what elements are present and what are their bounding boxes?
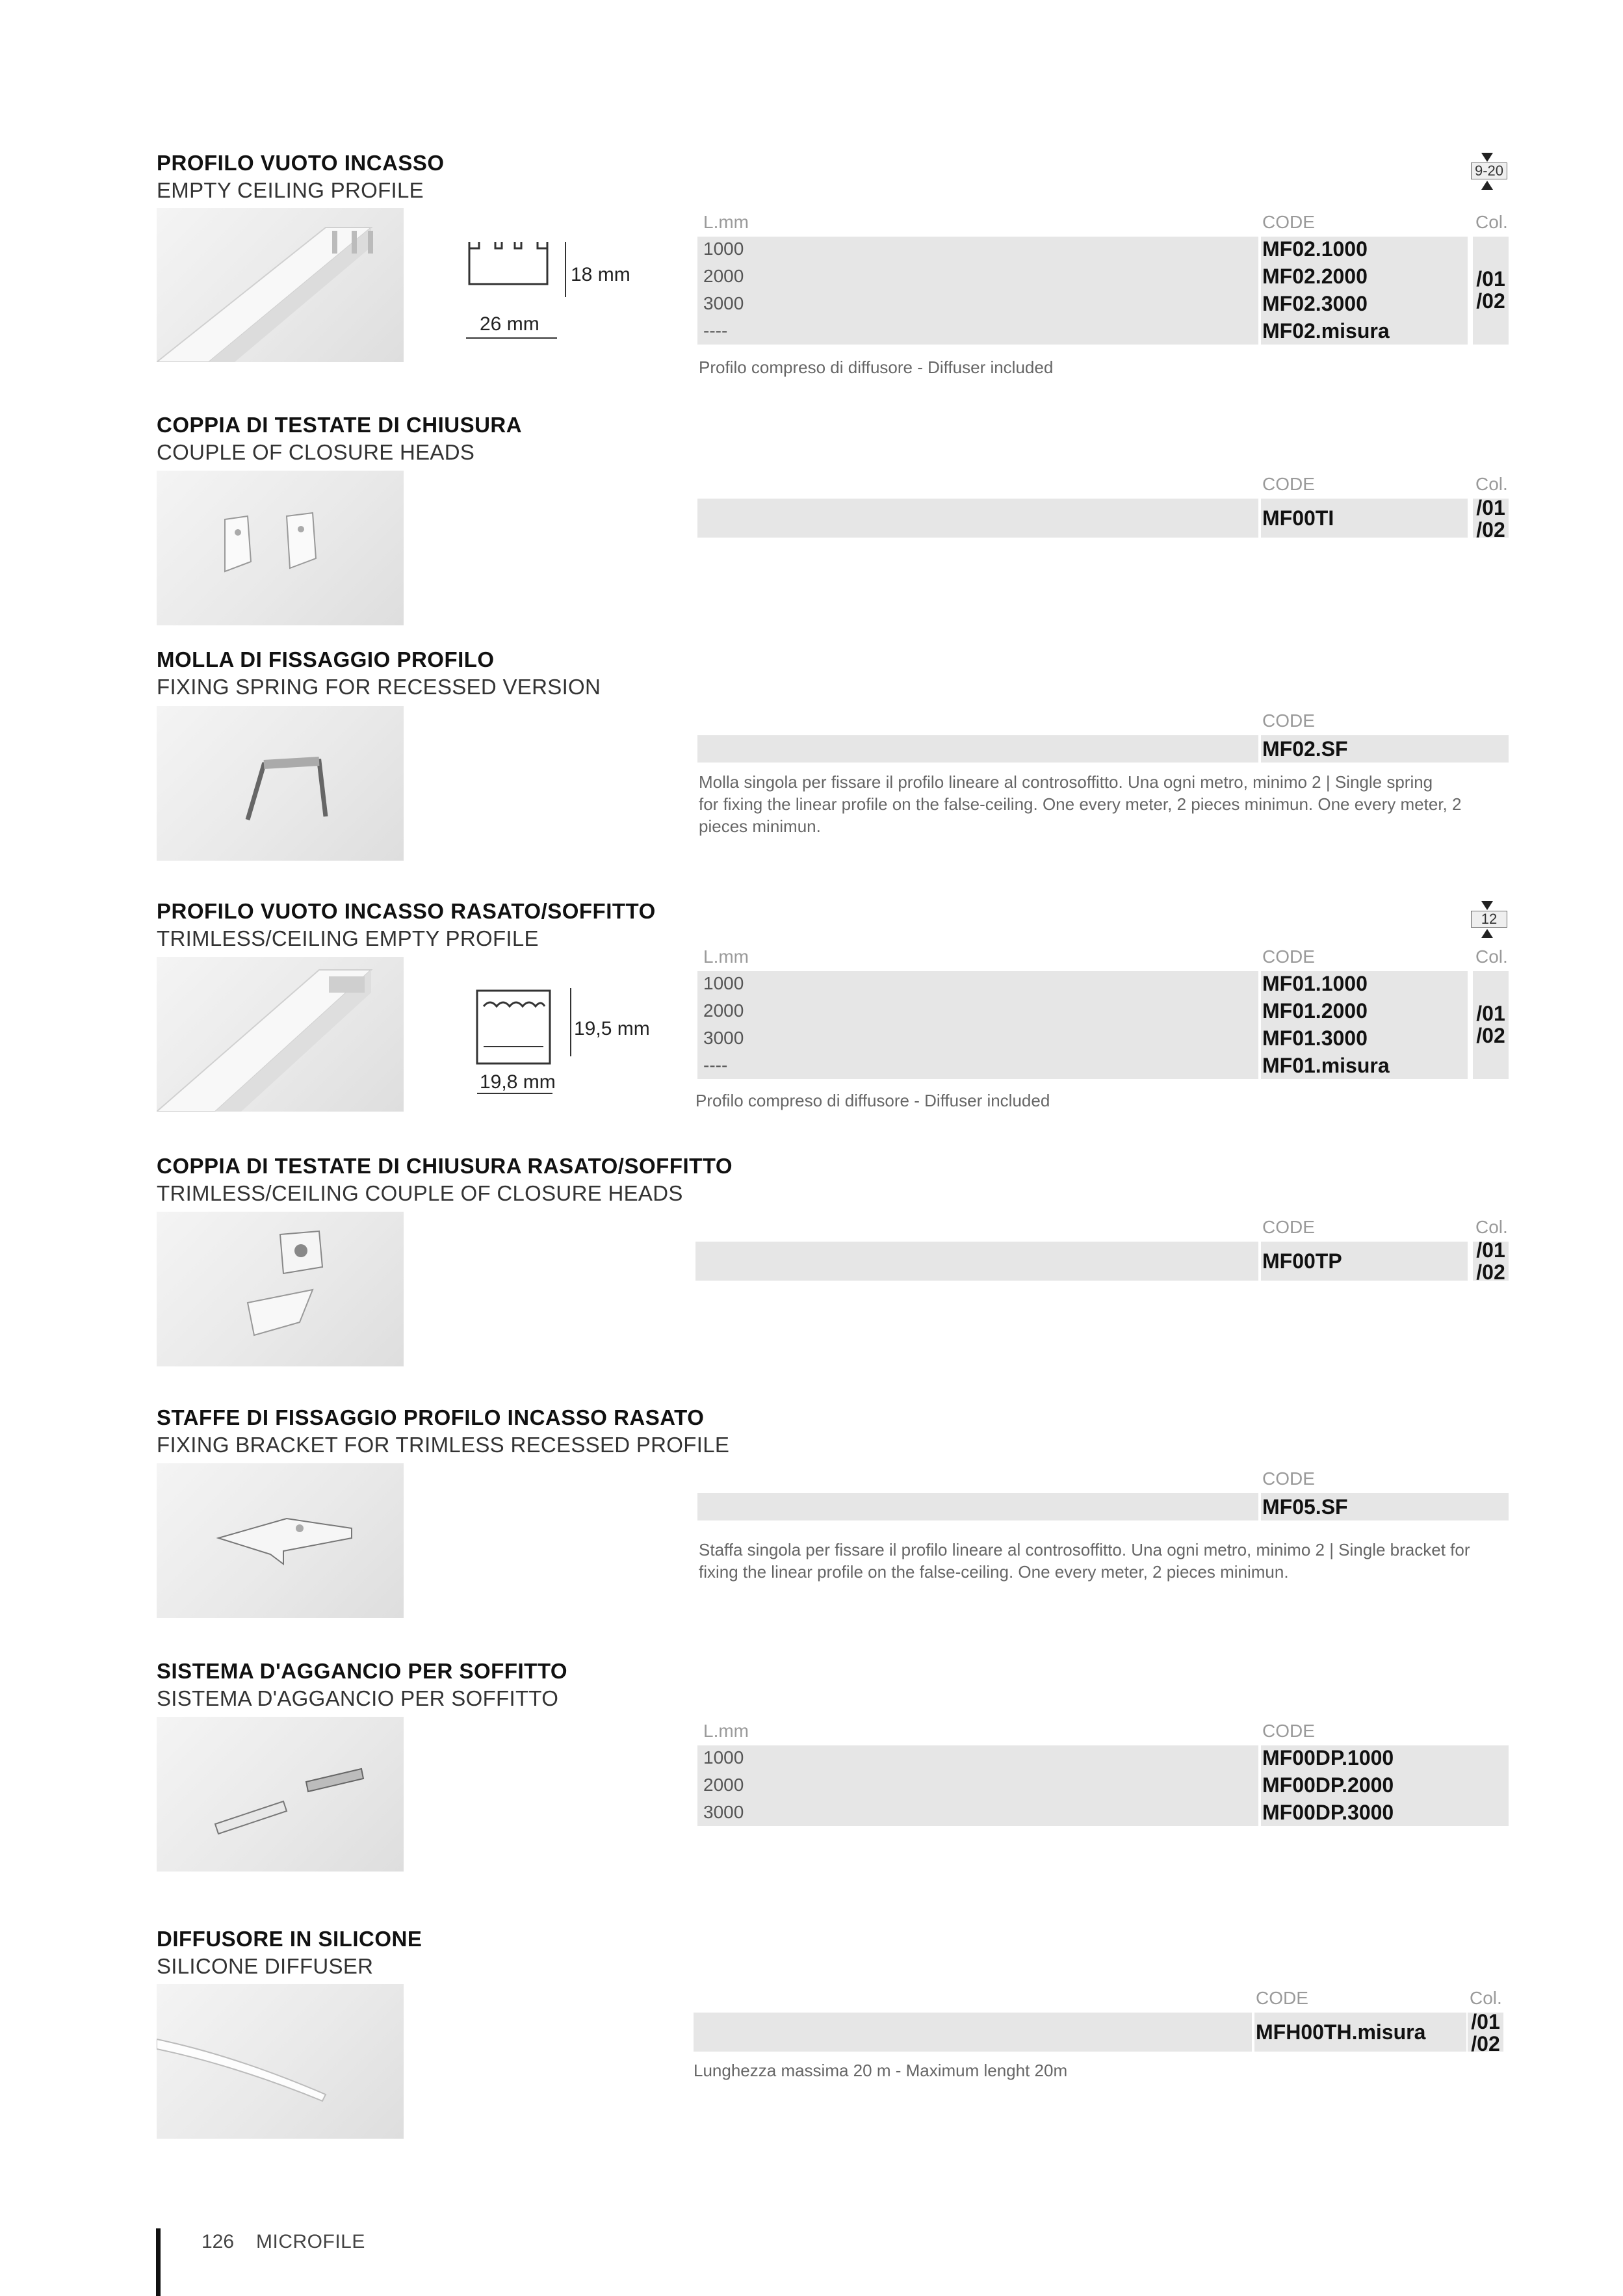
header-code: CODE	[1262, 946, 1315, 967]
header-col: Col.	[1475, 1217, 1508, 1237]
header-lmm: L.mm	[703, 1721, 749, 1741]
table-row-code: MF05.SF	[1262, 1495, 1348, 1519]
closure-heads-illustration	[157, 471, 404, 625]
table-background	[695, 1242, 1468, 1281]
table-row-lmm: 3000	[703, 1802, 744, 1822]
trimless-profile-illustration	[157, 957, 404, 1112]
table-row-code: MF02.misura	[1262, 319, 1390, 343]
note-line: fixing the linear profile on the false-ceiling. One every meter, 2 pieces minimun.	[699, 1562, 1289, 1582]
section-5-title: COPPIA DI TESTATE DI CHIUSURA RASATO/SOFFITTO	[157, 1154, 733, 1178]
arrow-up-icon	[1481, 929, 1493, 938]
table-row-code: MF02.1000	[1262, 237, 1368, 261]
section-2-title: COPPIA DI TESTATE DI CHIUSURA	[157, 413, 523, 437]
table-row-lmm: 1000	[703, 239, 744, 259]
table-row-code: MF00TP	[1262, 1249, 1342, 1273]
section-8-title: DIFFUSORE IN SILICONE	[157, 1927, 422, 1951]
table-background	[697, 735, 1509, 763]
section-3-title: MOLLA DI FISSAGGIO PROFILO	[157, 647, 495, 672]
header-code: CODE	[1256, 1988, 1308, 2008]
table-row-code: MF02.3000	[1262, 292, 1368, 315]
header-code: CODE	[1262, 212, 1315, 232]
dimension-height: 19,5 mm	[574, 1018, 650, 1039]
table-row-code: MF02.SF	[1262, 737, 1348, 761]
header-code: CODE	[1262, 1217, 1315, 1237]
product-photo-trimless-profile	[157, 957, 404, 1112]
table-background	[697, 1493, 1509, 1520]
table-row-lmm: 2000	[703, 266, 744, 286]
badge-12: 12	[1471, 911, 1507, 928]
section-4-title: PROFILO VUOTO INCASSO RASATO/SOFFITTO	[157, 899, 656, 923]
section-6-subtitle: FIXING BRACKET FOR TRIMLESS RECESSED PROFILE	[157, 1433, 730, 1457]
section-2-subtitle: COUPLE OF CLOSURE HEADS	[157, 440, 475, 464]
color-option: /02	[1476, 289, 1505, 313]
table-row-code: MF00TI	[1262, 506, 1334, 530]
color-option: /01	[1476, 496, 1505, 519]
table-divider	[1258, 971, 1261, 1079]
diffuser-illustration	[157, 1984, 404, 2139]
table-divider	[1252, 2013, 1254, 2052]
product-photo-trimless-closure-heads	[157, 1212, 404, 1366]
note-line: pieces minimun.	[699, 816, 821, 836]
spring-illustration	[157, 706, 404, 861]
table-divider	[1258, 1493, 1261, 1520]
note: Lunghezza massima 20 m - Maximum lenght 20m	[694, 2061, 1068, 2080]
section-1-title: PROFILO VUOTO INCASSO	[157, 151, 445, 175]
section-7-title: SISTEMA D'AGGANCIO PER SOFFITTO	[157, 1659, 568, 1683]
note-line: Molla singola per fissare il profilo lineare al controsoffitto. Una ogni metro, minimo 2 | Single spring	[699, 772, 1433, 792]
product-photo-fixing-bracket	[157, 1463, 404, 1618]
table-row-lmm: 2000	[703, 1775, 744, 1795]
table-row-code: MF00DP.1000	[1262, 1746, 1394, 1769]
page-number: 126	[201, 2231, 235, 2252]
product-photo-fixing-spring	[157, 706, 404, 861]
dimension-height: 18 mm	[571, 264, 630, 285]
badge-9-20: 9-20	[1471, 163, 1507, 179]
dimension-width: 19,8 mm	[480, 1071, 556, 1093]
section-6-title: STAFFE DI FISSAGGIO PROFILO INCASSO RASATO	[157, 1405, 705, 1429]
header-code: CODE	[1262, 711, 1315, 731]
section-1-subtitle: EMPTY CEILING PROFILE	[157, 178, 424, 202]
table-row-lmm: ----	[703, 1055, 728, 1075]
header-code: CODE	[1262, 1721, 1315, 1741]
header-lmm: L.mm	[703, 946, 749, 967]
color-option: /01	[1476, 267, 1505, 291]
header-col: Col.	[1475, 946, 1508, 967]
note: Profilo compreso di diffusore - Diffuser included	[695, 1091, 1050, 1110]
dimension-width: 26 mm	[480, 313, 539, 335]
color-option: /01	[1476, 1238, 1505, 1262]
note-line: for fixing the linear profile on the false-ceiling. One every meter, 2 pieces minimun. One every meter, 2	[699, 794, 1462, 814]
section-3-subtitle: FIXING SPRING FOR RECESSED VERSION	[157, 675, 601, 699]
hook-illustration	[157, 1717, 404, 1872]
arrow-down-icon	[1481, 153, 1493, 162]
note: Profilo compreso di diffusore - Diffuser included	[699, 358, 1054, 377]
table-row-code: MF01.misura	[1262, 1054, 1390, 1077]
header-lmm: L.mm	[703, 212, 749, 232]
table-divider	[1258, 1745, 1261, 1826]
table-divider	[1258, 499, 1261, 538]
arrow-up-icon	[1481, 181, 1493, 190]
table-row-lmm: 1000	[703, 973, 744, 993]
section-4-subtitle: TRIMLESS/CEILING EMPTY PROFILE	[157, 926, 539, 950]
color-option: /01	[1471, 2010, 1500, 2033]
color-option: /02	[1476, 518, 1505, 541]
color-option: /02	[1476, 1260, 1505, 1284]
profile-illustration	[157, 208, 404, 362]
table-background	[697, 499, 1468, 538]
header-code: CODE	[1262, 1468, 1315, 1489]
product-photo-ceiling-hook	[157, 1717, 404, 1872]
header-col: Col.	[1475, 474, 1508, 494]
table-row-code: MF02.2000	[1262, 265, 1368, 288]
section-8-subtitle: SILICONE DIFFUSER	[157, 1954, 374, 1978]
trimless-heads-illustration	[157, 1212, 404, 1366]
color-option: /02	[1471, 2032, 1500, 2055]
table-row-lmm: 3000	[703, 293, 744, 313]
table-row-lmm: ----	[703, 320, 728, 341]
footer-bar	[156, 2228, 161, 2296]
table-row-code: MF01.1000	[1262, 972, 1368, 995]
section-7-subtitle: SISTEMA D'AGGANCIO PER SOFFITTO	[157, 1686, 559, 1710]
header-col: Col.	[1470, 1988, 1502, 2008]
header-col: Col.	[1475, 212, 1508, 232]
arrow-down-icon	[1481, 901, 1493, 910]
table-row-code: MFH00TH.misura	[1256, 2020, 1426, 2044]
table-divider	[1258, 237, 1261, 345]
table-row-lmm: 2000	[703, 1000, 744, 1021]
note-line: Staffa singola per fissare il profilo lineare al controsoffitto. Una ogni metro, minimo 2 | Single bracket for	[699, 1540, 1470, 1559]
table-row-code: MF01.2000	[1262, 999, 1368, 1023]
table-row-code: MF00DP.3000	[1262, 1801, 1394, 1824]
product-photo-empty-ceiling-profile	[157, 208, 404, 362]
header-code: CODE	[1262, 474, 1315, 494]
bracket-illustration	[157, 1463, 404, 1618]
color-option: /02	[1476, 1024, 1505, 1047]
table-divider	[1258, 1242, 1261, 1281]
section-5-subtitle: TRIMLESS/CEILING COUPLE OF CLOSURE HEADS	[157, 1181, 683, 1205]
table-row-lmm: 3000	[703, 1028, 744, 1048]
table-row-lmm: 1000	[703, 1747, 744, 1768]
footer-label: MICROFILE	[256, 2231, 365, 2252]
product-photo-closure-heads	[157, 471, 404, 625]
table-row-code: MF00DP.2000	[1262, 1773, 1394, 1797]
table-divider	[1258, 735, 1261, 763]
color-option: /01	[1476, 1002, 1505, 1025]
table-row-code: MF01.3000	[1262, 1026, 1368, 1050]
product-photo-silicone-diffuser	[157, 1984, 404, 2139]
